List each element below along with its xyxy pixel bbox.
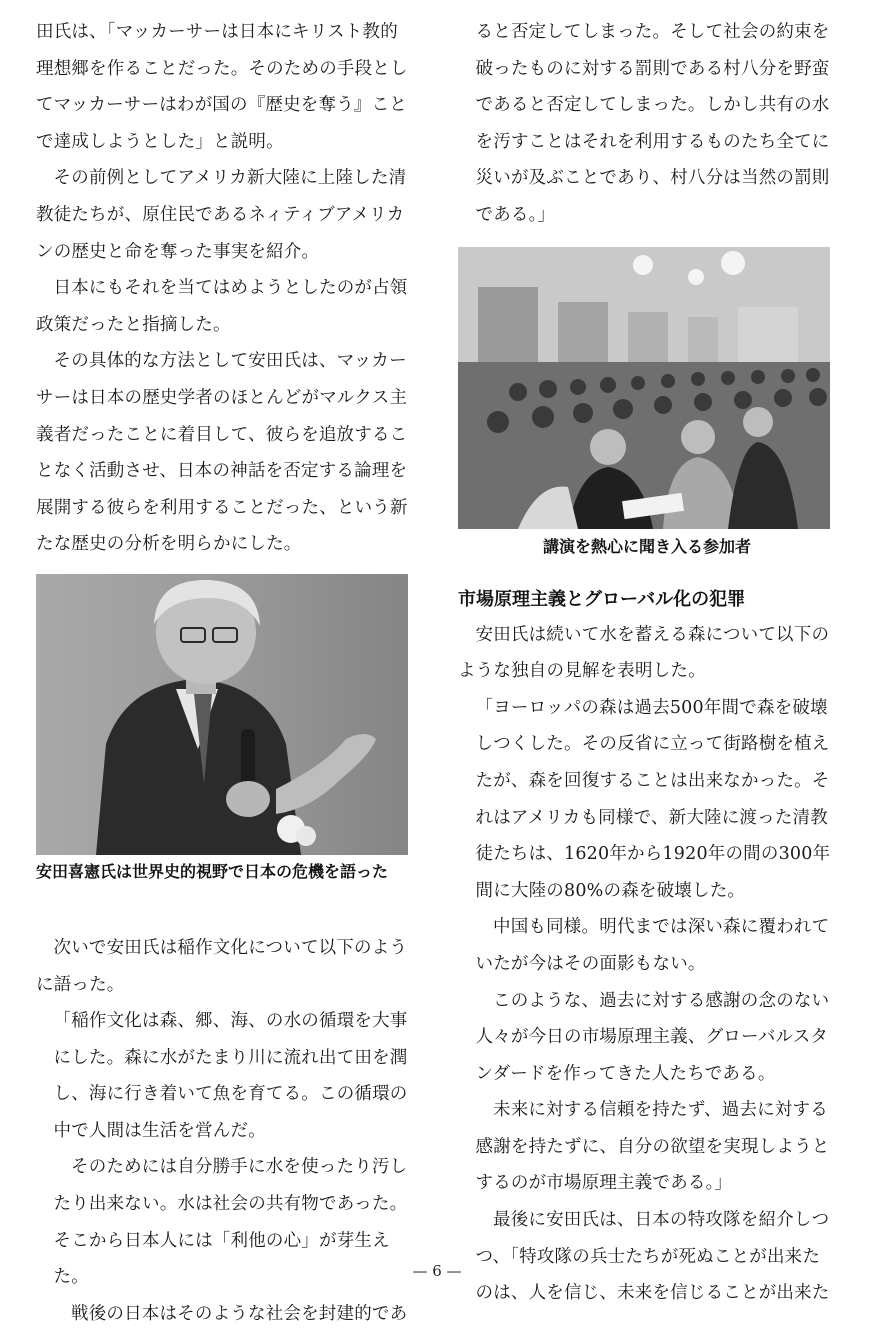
right-paragraph-4: 中国も同様。明代までは深い森に覆われていたが今はその面影もない。 (475, 917, 830, 974)
page-number: — 6 — (412, 1262, 462, 1280)
audience-photo-caption: 講演を熱心に聞き入る参加者 (542, 536, 751, 556)
left-paragraph-1: 田氏は、「マッカーサーは日本にキリスト教的理想郷を作ることだった。そのための手段としてマッカーサーはわが国の『歴史を奪う』ことで達成しようとした」と説明。 (36, 22, 408, 152)
speaker-photo-image (36, 574, 408, 855)
right-paragraph-5: このような、過去に対する感謝の念のない人々が今日の市場原理主義、グローバルスタンダードを作ってきた人たちである。 (475, 990, 830, 1084)
left-paragraph-2: その前例としてアメリカ新大陸に上陸した清教徒たちが、原住民であるネィティブアメリカンの歴史と命を奪った事実を紹介。 (36, 168, 407, 262)
left-paragraph-7: そのためには自分勝手に水を使ったり汚したり出来ない。水は社会の共有物であった。そこから日本人には「利他の心」が芽生えた。 (53, 1157, 408, 1288)
left-column (36, 14, 408, 1332)
left-paragraph-4: その具体的な方法として安田氏は、マッカーサーは日本の歴史学者のほとんどがマルクス主義者だったことに着目して、彼らを追放することなく活動させ、日本の神話を否定する論理を展開する彼らを利用することだった、という新たな歴史の分析を明らかにした。 (36, 351, 408, 555)
left-paragraph-8: 戦後の日本はそのような社会を封建的であ (71, 1303, 408, 1324)
right-column (458, 14, 836, 1312)
section-heading: 市場原理主義とグローバル化の犯罪 (458, 588, 746, 610)
right-paragraph-3: 「ヨーロッパの森は過去500年間で森を破壊しつくした。その反省に立って街路樹を植えたが、森を回復することは出来なかった。それはアメリカも同様で、新大陸に渡った清教徒たちは、1620年から1920年の間の300年間に大陸の80%の森を破壊した。 (475, 697, 831, 901)
left-paragraph-5: 次いで安田氏は稲作文化について以下のように語った。 (36, 937, 408, 995)
left-paragraph-3: 日本にもそれを当てはめようとしたのが占領政策だったと指摘した。 (36, 278, 408, 335)
right-paragraph-6: 未来に対する信頼を持たず、過去に対する感謝を持たずに、自分の欲望を実現しようとするのが市場原理主義である。」 (475, 1100, 830, 1194)
right-paragraph-1: ると否定してしまった。そして社会の約束を破ったものに対する罰則である村八分を野蛮であると否定してしまった。しかし共有の水を汚すことはそれを利用するものたち全てに災いが及ぶことであり、村八分は当然の罰則である。」 (475, 22, 830, 225)
speaker-photo-caption: 安田喜憲氏は世界史的視野で日本の危機を語った (36, 861, 389, 881)
audience-photo-image (458, 247, 830, 529)
left-paragraph-6: 「稲作文化は森、郷、海、の水の循環を大事にした。森に水がたまり川に流れ出て田を潤し、海に行き着いて魚を育てる。この循環の中で人間は生活を営んだ。 (53, 1011, 408, 1141)
right-paragraph-2: 安田氏は続いて水を蓄える森について以下のような独自の見解を表明した。 (458, 624, 830, 682)
right-paragraph-7: 最後に安田氏は、日本の特攻隊を紹介しつつ、「特攻隊の兵士たちが死ぬことが出来たのは、人を信じ、未来を信じることが出来た (475, 1210, 830, 1304)
speaker-photo (36, 574, 408, 855)
audience-photo (458, 247, 830, 529)
